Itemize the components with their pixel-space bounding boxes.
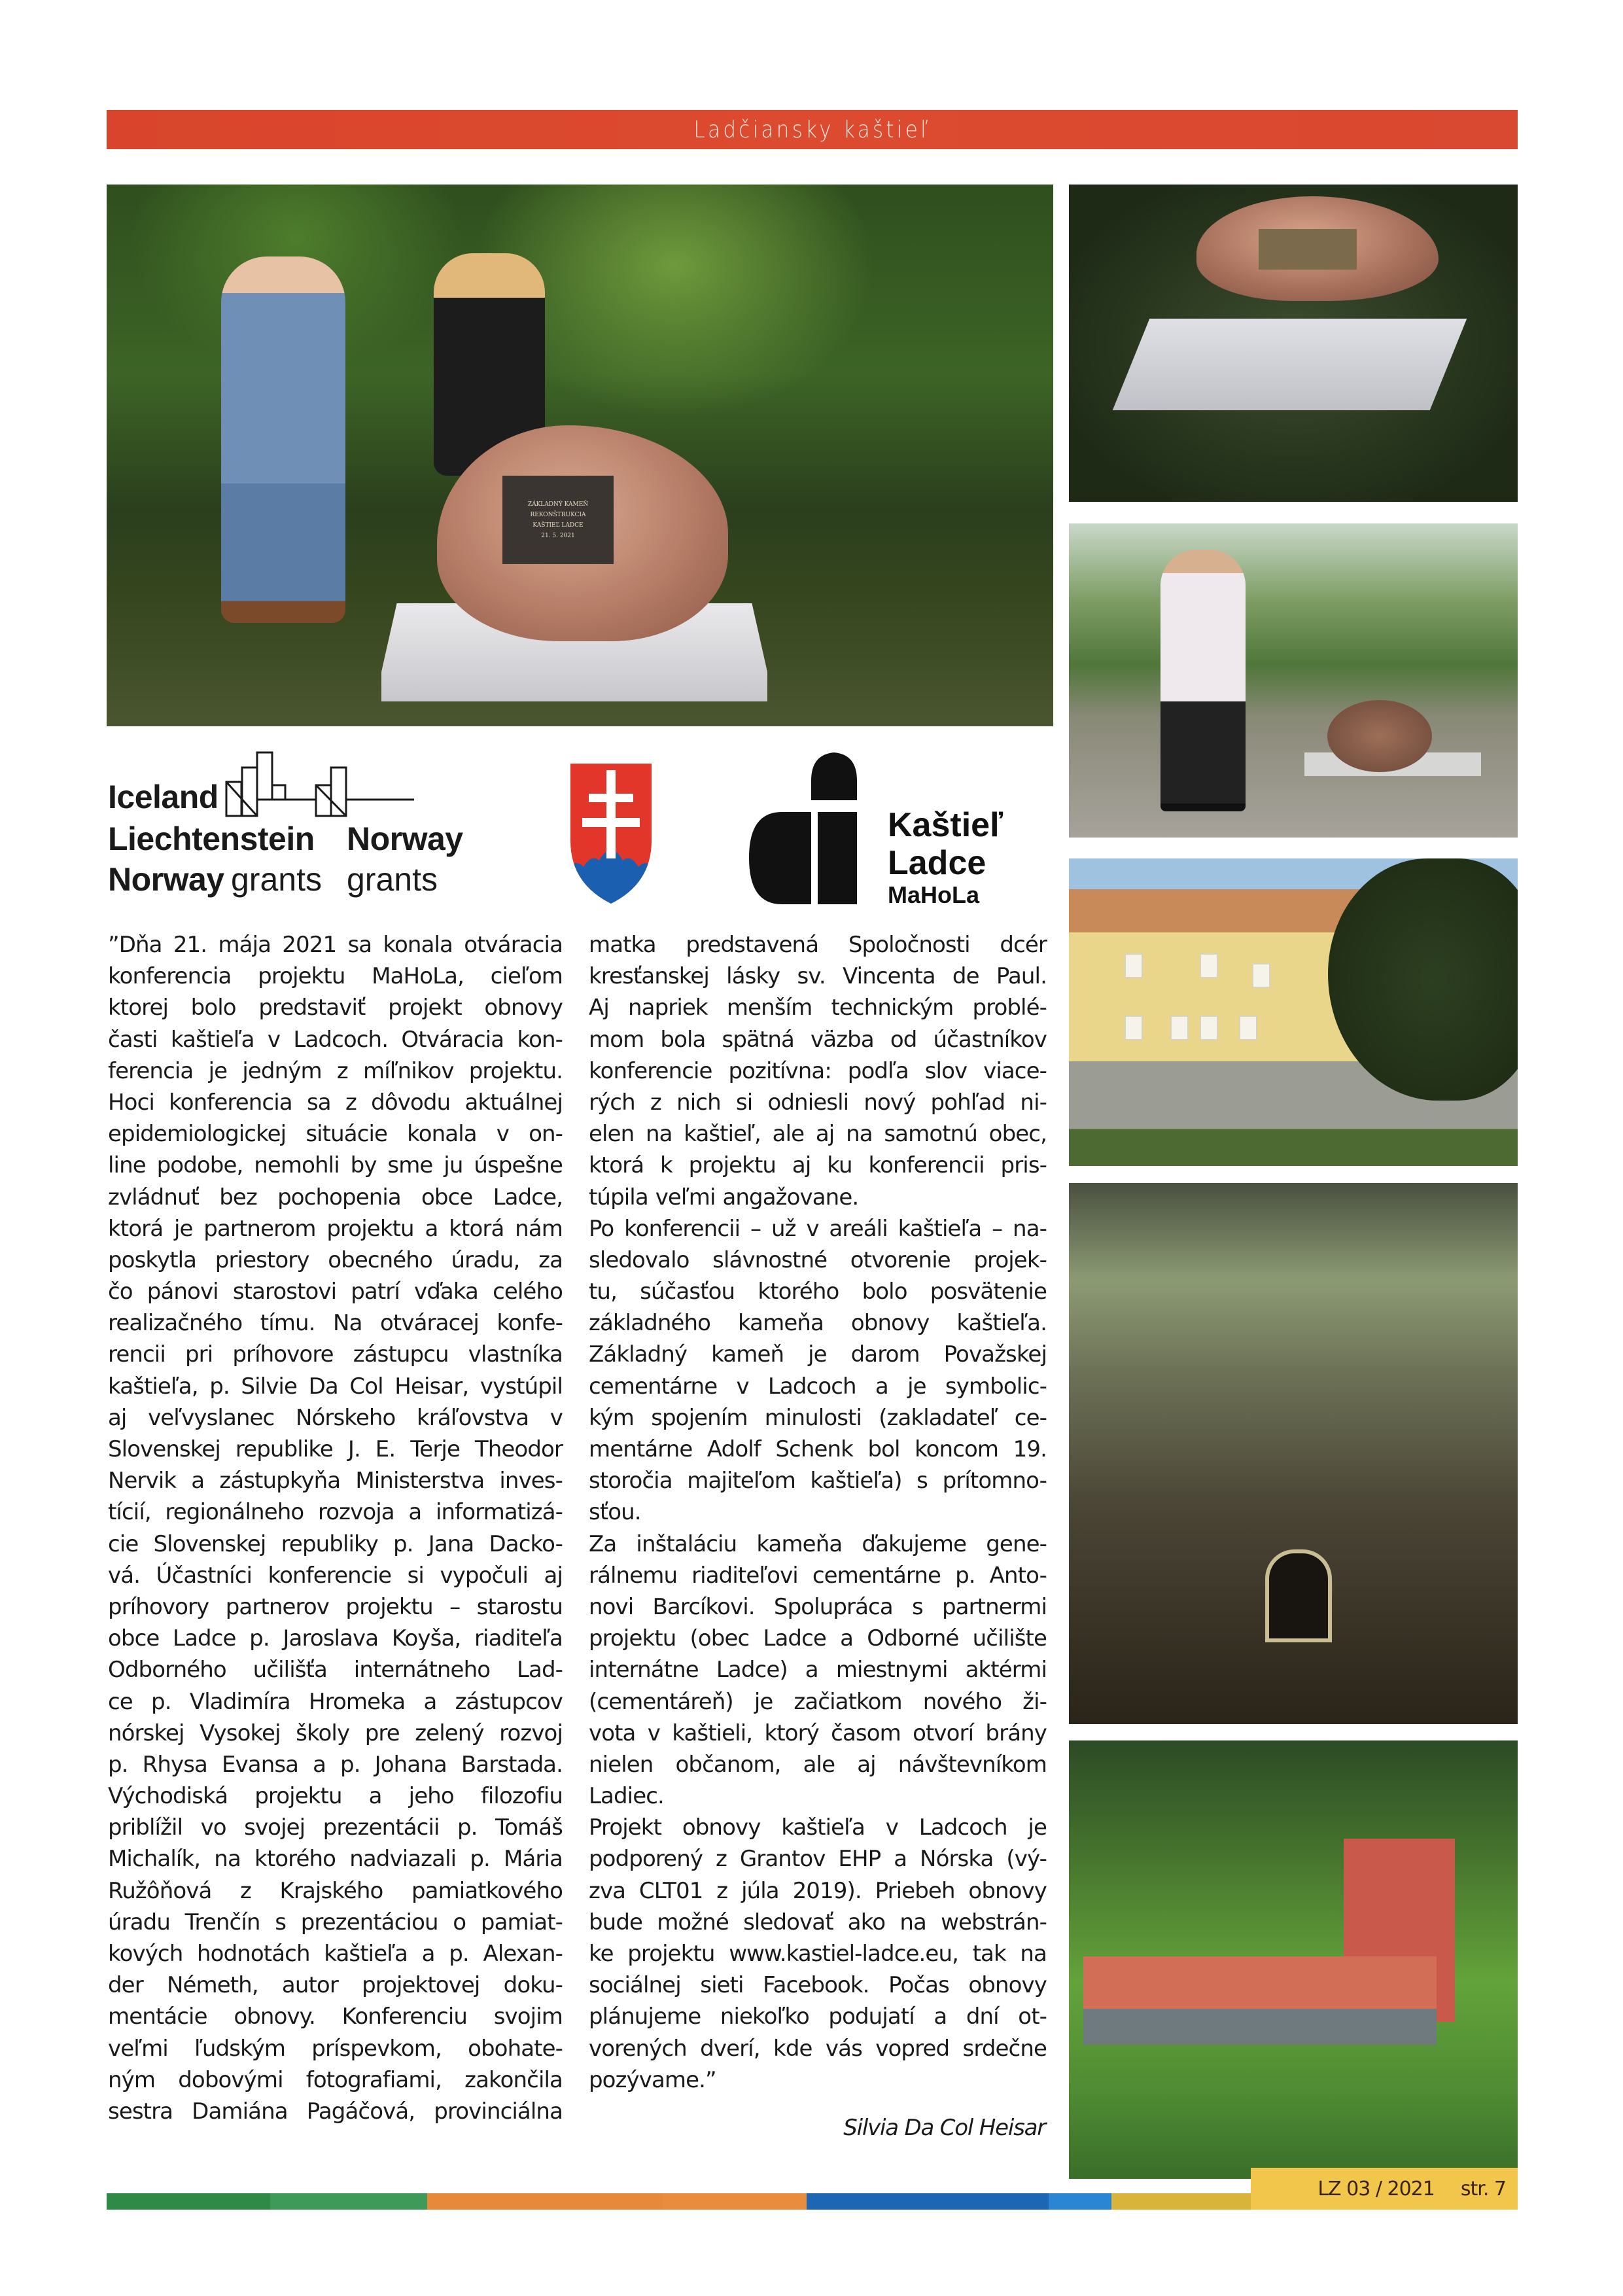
- article-line: ným dobovými fotografiami, zakončila: [108, 2066, 563, 2093]
- photo-window: [1200, 953, 1218, 978]
- logo-text-kastiel: Kaštieľ: [888, 806, 1003, 844]
- article-line: vá. Účastníci konferencie si vypočuli aj: [108, 1562, 563, 1589]
- article-line: konferencie pozitívna: podľa slov viace-: [589, 1057, 1047, 1084]
- logo-text-liechtenstein: Liechtenstein: [108, 821, 315, 857]
- article-line: tícií, regionálneho rozvoja a informatizá-: [108, 1499, 563, 1526]
- article-line: Odborného učilišťa internátneho Lad-: [108, 1657, 563, 1684]
- article-column-left: [108, 929, 563, 2127]
- article-line: kým spojením minulosti (zakladateľ ce-: [589, 1404, 1047, 1431]
- article-line: internátne Ladce) a miestnymi aktérmi: [589, 1657, 1047, 1684]
- photo-plaque: [1259, 229, 1357, 270]
- article-line: novi Barcíkovi. Spolupráca s partnermi: [589, 1593, 1047, 1620]
- article-line: základného kameňa obnovy kaštieľa.: [589, 1310, 1047, 1337]
- photo-vaulted-corridor: [1069, 1183, 1518, 1724]
- article-line: storočia majiteľom kaštieľa) s prítomno-: [589, 1468, 1047, 1494]
- logo-kastiel-ladce-mahola: [749, 749, 1050, 916]
- photo-window: [1125, 1016, 1143, 1040]
- article-line: Slovenskej republike J. E. Terje Theodor: [108, 1436, 563, 1462]
- article-line: Základný kameň je darom Považskej: [589, 1341, 1047, 1368]
- page-number: str. 7: [1460, 2177, 1506, 2200]
- article-line: projektu (obec Ladce a Odborné učilište: [589, 1625, 1047, 1652]
- mahola-mark-icon: [749, 749, 880, 913]
- article-line: príhovory partnerov projektu – starostu: [108, 1593, 563, 1620]
- photo-plaque: [502, 476, 614, 564]
- article-line: pozývame.”: [589, 2066, 716, 2093]
- photo-figure-man: [221, 256, 345, 623]
- article-line: podporený z Grantov EHP a Nórska (vý-: [589, 1846, 1047, 1873]
- logo-text-grants: grants: [231, 861, 322, 898]
- article-line: nielen občanom, ale aj návštevníkom: [589, 1751, 1047, 1778]
- photo-stone-base: [1113, 319, 1467, 410]
- article-line: Hoci konferencia sa z dôvodu aktuálnej: [108, 1089, 563, 1116]
- article-line: (cementáreň) je začiatkom nového ži-: [589, 1688, 1047, 1715]
- article-line: ktorej bolo predstaviť projekt obnovy: [108, 995, 563, 1021]
- article-line: Ružôňová z Krajského pamiatkového: [108, 1877, 563, 1904]
- article-line: úradu Trenčín s prezentáciou o pamiat-: [108, 1909, 563, 1935]
- article-line: Nervik a zástupkyňa Ministerstva inves-: [108, 1468, 563, 1494]
- article-line: vorených dverí, kde vás vopred srdečne: [589, 2035, 1047, 2062]
- footer-color-bar: [1111, 2193, 1251, 2210]
- photo-manor-facade: [1069, 858, 1518, 1166]
- section-title: Ladčiansky kaštieľ: [693, 116, 931, 143]
- article-line: sestra Damiána Pagáčová, provinciálna: [108, 2098, 563, 2125]
- article-line: rých z nich si odniesli nový pohľad ni-: [589, 1089, 1047, 1116]
- plaque-line: 21. 5. 2021: [541, 532, 575, 539]
- article-line: ”Dňa 21. mája 2021 sa konala otváracia: [108, 932, 563, 958]
- article-line: line podobe, nemohli by sme ju úspešne: [108, 1152, 563, 1179]
- article-line: aj veľvyslanec Nórskeho kráľovstva v: [108, 1404, 563, 1431]
- article-line: Ladiec.: [589, 1783, 664, 1810]
- article-line: sťou.: [589, 1499, 641, 1526]
- article-line: plánujeme niekoľko podujatí a dní ot-: [589, 2004, 1047, 2030]
- article-line: elen na kaštieľ, ale aj na samotnú obec,: [589, 1121, 1047, 1148]
- article-line: obce Ladce p. Jaroslava Koyša, riaditeľa: [108, 1625, 563, 1652]
- footer-color-bar: [663, 2193, 807, 2210]
- footer-color-bar: [270, 2193, 427, 2210]
- photo-window: [1125, 953, 1143, 978]
- article-line: Po konferencii – už v areáli kaštieľa – na-: [589, 1215, 1047, 1242]
- article-line: veľmi ľudským príspevkom, obohate-: [108, 2035, 563, 2062]
- article-line: ferencia je jedným z míľnikov projektu.: [108, 1057, 563, 1084]
- photo-figure-priest: [1161, 550, 1246, 811]
- section-header-bar: [107, 110, 1518, 149]
- article-line: Projekt obnovy kaštieľa v Ladcoch je: [589, 1814, 1047, 1841]
- article-line: cie Slovenskej republiky p. Jana Dacko-: [108, 1530, 563, 1557]
- article-line: Východiská projektu a jeho filozofiu: [108, 1783, 563, 1810]
- photo-facade: [1083, 2009, 1437, 2045]
- article-line: čo pánovi starostovi patrí vďaka celého: [108, 1279, 563, 1305]
- photo-tree: [1328, 858, 1518, 1101]
- logo-text-iceland: Iceland: [108, 779, 218, 815]
- logo-eea-norway-grants: [108, 749, 500, 913]
- article-line: ce p. Vladimíra Hromeka a zástupcov: [108, 1688, 563, 1715]
- article-line: epidemiologickej situácie konala v on-: [108, 1121, 563, 1148]
- logo-text-mahola: MaHoLa: [888, 881, 980, 908]
- plaque-line: REKONŠTRUKCIA: [530, 511, 586, 518]
- photo-window: [1239, 1016, 1257, 1040]
- plaque-line: KAŠTIEĽ LADCE: [532, 521, 584, 529]
- article-line: sledovalo slávnostné otvorenie projek-: [589, 1246, 1047, 1273]
- article-line: bude možné sledovať ako na webstrán-: [589, 1909, 1047, 1935]
- footer-color-bar: [427, 2193, 663, 2210]
- article-line: poskytla priestory obecného úradu, za: [108, 1246, 563, 1273]
- photo-foundation-stone: [1327, 700, 1432, 772]
- slovak-coat-of-arms-icon: [569, 762, 653, 905]
- article-line: konferencia projektu MaHoLa, cieľom: [108, 963, 563, 990]
- issue-number: LZ 03 / 2021: [1318, 2177, 1435, 2200]
- article-author-signature: Silvia Da Col Heisar: [843, 2115, 1045, 2141]
- article-line: kových hodnotách kaštieľa a p. Alexan-: [108, 1941, 563, 1967]
- photo-stone-closeup: [1069, 185, 1518, 502]
- article-line: cementárne v Ladcoch a je symbolic-: [589, 1373, 1047, 1400]
- photo-window: [1170, 1016, 1189, 1040]
- photo-aerial-view: [1069, 1740, 1518, 2179]
- footer-color-bar: [1049, 2193, 1111, 2210]
- article-line: ktorá k projektu aj ku konferencii pris-: [589, 1152, 1047, 1179]
- article-line: vota v kaštieli, ktorý časom otvorí brány: [589, 1720, 1047, 1746]
- footer-color-bar: [107, 2193, 270, 2210]
- logo-text-norway-bold: Norway: [108, 861, 224, 898]
- article-line: kresťanskej lásky sv. Vincenta de Paul.: [589, 963, 1047, 990]
- article-line: časti kaštieľa v Ladcoch. Otváracia kon-: [108, 1026, 563, 1053]
- photo-foundation-stone-ceremony: [107, 185, 1053, 726]
- article-line: Aj napriek menším technickým problé-: [589, 995, 1047, 1021]
- article-line: nórskej Vysokej školy pre zelený rozvoj: [108, 1720, 563, 1746]
- article-line: zva CLT01 z júla 2019). Priebeh obnovy: [589, 1877, 1047, 1904]
- article-line: rálnemu riaditeľovi cementárne p. Anto-: [589, 1562, 1047, 1589]
- photo-priest-blessing: [1069, 523, 1518, 838]
- article-line: mentárne Adolf Schenk bol koncom 19.: [589, 1436, 1047, 1462]
- article-line: mentácie obnovy. Konferenciu svojim: [108, 2004, 563, 2030]
- article-line: rencii pri príhovore zástupcu vlastníka: [108, 1341, 563, 1368]
- article-line: p. Rhysa Evansa a p. Johana Barstada.: [108, 1751, 563, 1778]
- article-line: kaštieľa, p. Silvie Da Col Heisar, vystúpil: [108, 1373, 563, 1400]
- photo-window: [1200, 1016, 1218, 1040]
- article-line: túpila veľmi angažovane.: [589, 1184, 859, 1210]
- page-number-label: [1251, 2168, 1518, 2210]
- article-column-right: [589, 929, 1047, 2096]
- logo-text-ladce: Ladce: [888, 844, 986, 882]
- article-line: zvládnuť bez pochopenia obce Ladce,: [108, 1184, 563, 1210]
- article-line: realizačného tímu. Na otváracej konfe-: [108, 1310, 563, 1337]
- article-line: matka predstavená Spoločnosti dcér: [589, 932, 1047, 958]
- plaque-line: ZÁKLADNÝ KAMEŇ: [527, 501, 589, 508]
- eea-grants-mark-icon: [224, 749, 506, 821]
- logo-text-grants: grants: [347, 861, 438, 898]
- photo-corridor-arch: [1265, 1549, 1332, 1642]
- article-line: der Németh, autor projektovej doku-: [108, 1972, 563, 1999]
- article-line: sociálnej sieti Facebook. Počas obnovy: [589, 1972, 1047, 1999]
- photo-window: [1252, 963, 1270, 988]
- article-line: priblížil vo svojej prezentácii p. Tomáš: [108, 1814, 563, 1841]
- article-line: Za inštaláciu kameňa ďakujeme gene-: [589, 1530, 1047, 1557]
- footer-color-bar: [807, 2193, 1049, 2210]
- article-line: ke projektu www.kastiel-ladce.eu, tak na: [589, 1941, 1047, 1967]
- logo-text-norway: Norway: [347, 821, 463, 857]
- article-line: Michalík, na ktorého nadviazali p. Mária: [108, 1846, 563, 1873]
- article-line: mom bola spätná väzba od účastníkov: [589, 1026, 1047, 1053]
- article-line: tu, súčasťou ktorého bolo posvätenie: [589, 1279, 1047, 1305]
- photo-roof: [1083, 1956, 1437, 2009]
- article-line: ktorá je partnerom projektu a ktorá nám: [108, 1215, 563, 1242]
